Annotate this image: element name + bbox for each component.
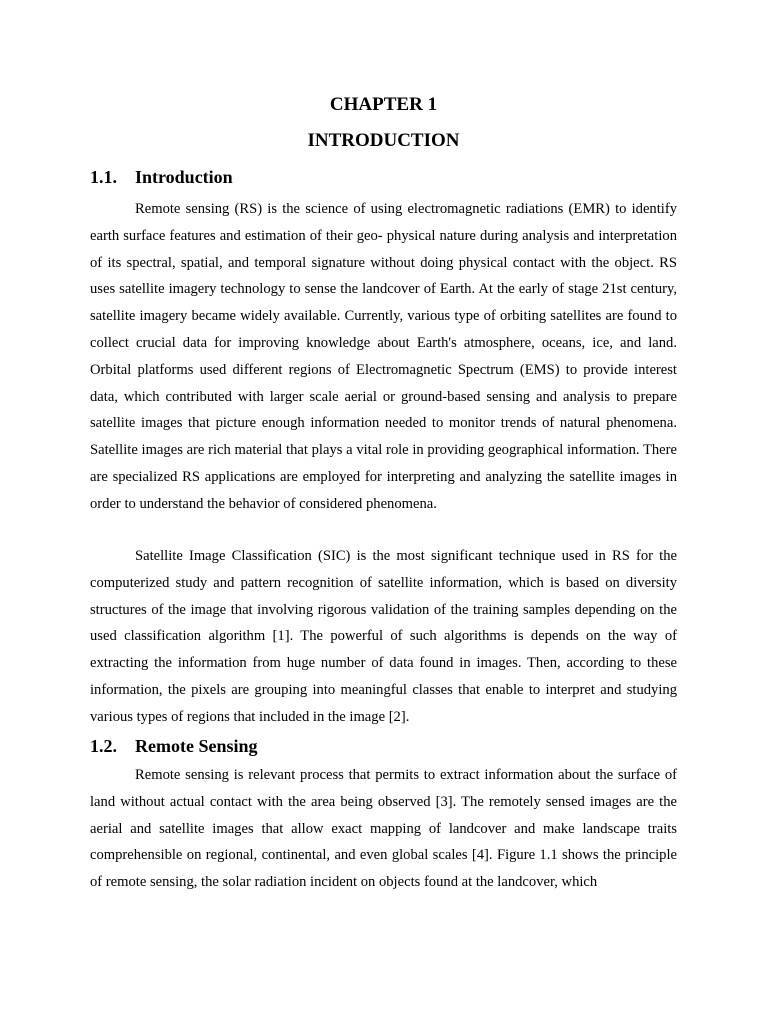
section-number: 1.2. [90,736,117,756]
section-heading-introduction [90,166,233,188]
paragraph-remote-sensing-definition: Remote sensing (RS) is the science of using electromagnetic radiations (EMR) to identify earth surface features and estimation of their geo- physical nature during analysis and interpretation of its spectral, spatial, and temporal signature without doing physical contact with the object. RS uses satellite imagery technology to sense the landcover of Earth. At the early of stage 21st century, satellite imagery became widely available. Currently, various type of orbiting satellites are found to collect crucial data for improving knowledge about Earth's atmosphere, oceans, ice, and land. Orbital platforms used different regions of Electromagnetic Spectrum (EMS) to provide interest data, which contributed with larger scale aerial or ground-based sensing and analysis to prepare satellite images that picture enough information needed to monitor trends of natural phenomena. Satellite images are rich material that plays a vital role in providing geographical information. There are specialized RS applications are employed for interpreting and analyzing the satellite images in order to understand the behavior of considered phenomena. [90,201,677,512]
section-number: 1.1. [90,167,117,187]
paragraph-satellite-image-classification: Satellite Image Classification (SIC) is the most significant technique used in RS for the computerized study and pattern recognition of satellite information, which is based on diversity structures of the image that involving rigorous validation of the training samples depending on the used classification algorithm [1]. The powerful of such algorithms is depends on the way of extracting the information from huge number of data found in images. Then, according to these information, the pixels are grouping into meaningful classes that enable to interpret and studying various types of regions that included in the image [2]. [90,548,677,725]
section-title: Remote Sensing [135,736,258,756]
section-title: Introduction [135,167,233,187]
paragraph-remote-sensing-process: Remote sensing is relevant process that permits to extract information about the surface of land without actual contact with the area being observed [3]. The remotely sensed images are the aerial and satellite images that allow exact mapping of landcover and make landscape traits comprehensible on regional, continental, and even global scales [4]. Figure 1.1 shows the principle of remote sensing, the solar radiation incident on objects found at the landcover, which [90,767,677,891]
section-heading-remote-sensing [90,735,258,757]
chapter-title: INTRODUCTION [307,130,460,151]
chapter-label: CHAPTER 1 [329,94,438,115]
